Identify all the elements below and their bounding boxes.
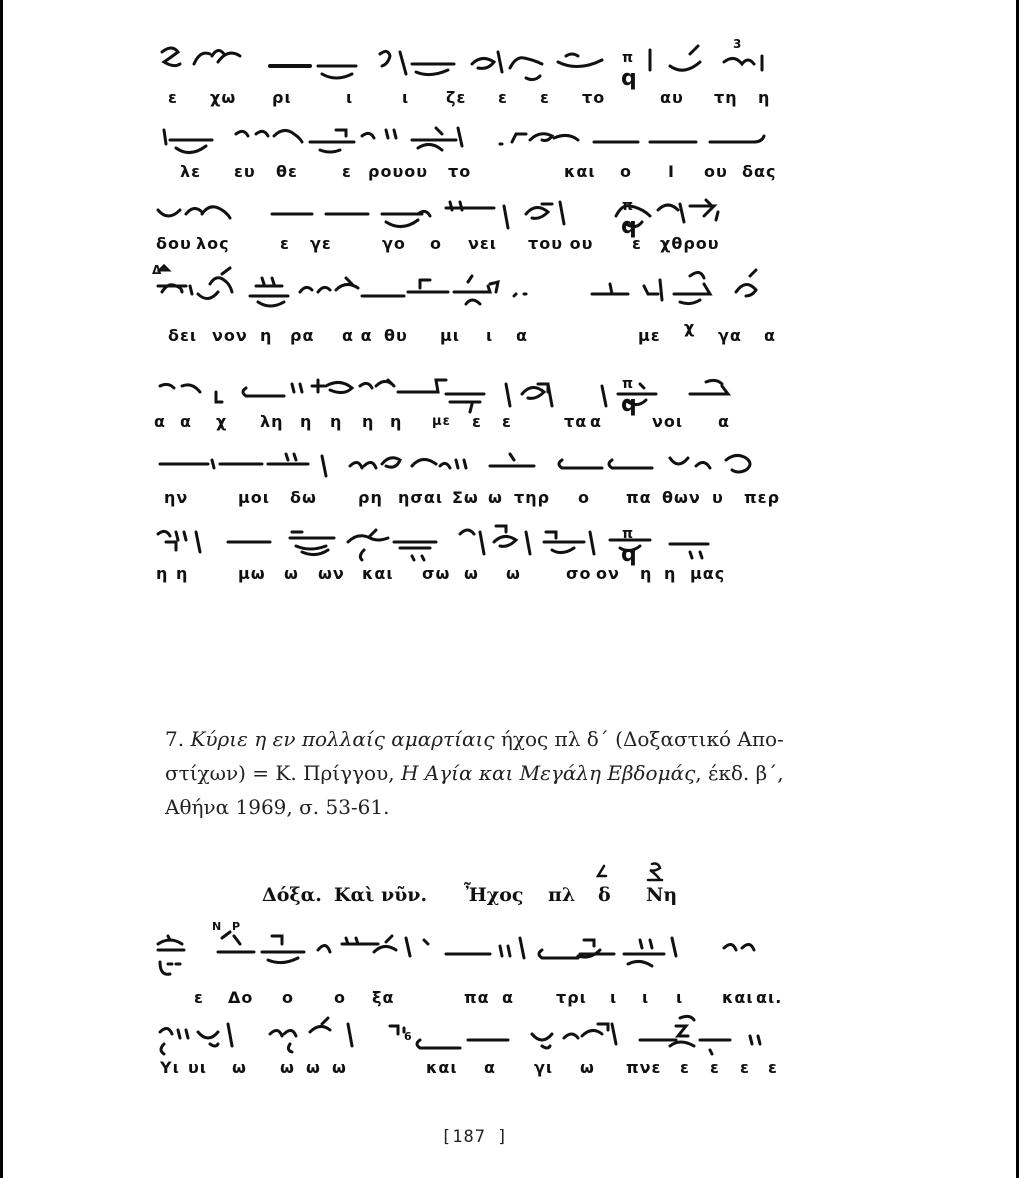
syllable: ε bbox=[710, 1058, 720, 1077]
svg-text:Δ: Δ bbox=[152, 264, 162, 277]
syllable: και bbox=[362, 564, 394, 583]
syllable: και bbox=[426, 1058, 458, 1077]
syllable: τηρ bbox=[514, 488, 551, 507]
syllable: α bbox=[502, 988, 514, 1007]
syllable: ω bbox=[464, 564, 479, 583]
neume-lower-line-2 bbox=[150, 1010, 790, 1062]
syllable: α α bbox=[342, 326, 373, 345]
syllable-row-5 bbox=[150, 412, 790, 434]
syllable: πα bbox=[626, 488, 652, 507]
syllable: μω bbox=[238, 564, 266, 583]
syllable: δου bbox=[156, 234, 192, 253]
syllable: α bbox=[154, 412, 166, 431]
syllable-row-4 bbox=[150, 318, 790, 348]
syllable: ω bbox=[284, 564, 299, 583]
syllable: ρη bbox=[358, 488, 383, 507]
syllable-row-lower-1 bbox=[150, 988, 790, 1010]
svg-text:3: 3 bbox=[733, 38, 742, 51]
syllable-row-7 bbox=[150, 564, 790, 586]
syllable: μοι bbox=[238, 488, 270, 507]
syllable: και bbox=[722, 988, 754, 1007]
page-left-border bbox=[0, 0, 3, 1178]
syllable: α bbox=[590, 412, 602, 431]
syllable: ζε bbox=[446, 88, 467, 107]
syllable: υι bbox=[188, 1058, 208, 1077]
syllable: το bbox=[448, 162, 472, 181]
syllable: γι bbox=[534, 1058, 554, 1077]
syllable: Ι bbox=[668, 162, 675, 181]
syllable: δας bbox=[742, 162, 777, 181]
syllable: πα bbox=[464, 988, 490, 1007]
syllable: ο bbox=[430, 234, 442, 253]
syllable: τα bbox=[564, 412, 588, 431]
svg-text:Ρ: Ρ bbox=[232, 920, 241, 933]
syllable: μι bbox=[440, 326, 461, 345]
syllable: ευ bbox=[234, 162, 256, 181]
syllable: ω bbox=[488, 488, 503, 507]
syllable: ην bbox=[164, 488, 189, 507]
syllable: α bbox=[764, 326, 776, 345]
syllable: η bbox=[640, 564, 653, 583]
figure-caption bbox=[165, 722, 785, 824]
heading-ni: Νη bbox=[646, 884, 678, 906]
syllable: θε bbox=[276, 162, 298, 181]
svg-text:Ν: Ν bbox=[212, 920, 222, 933]
syllable: το bbox=[582, 88, 606, 107]
page-right-border bbox=[1016, 0, 1019, 1178]
syllable: χ bbox=[684, 318, 696, 337]
syllable: πνε bbox=[626, 1058, 662, 1077]
martyria-sign: q bbox=[621, 542, 637, 567]
syllable: ε bbox=[632, 234, 642, 253]
syllable: γο bbox=[382, 234, 406, 253]
syllable: η bbox=[664, 564, 677, 583]
syllable: α bbox=[718, 412, 730, 431]
syllable: ε bbox=[342, 162, 352, 181]
neume-line-5 bbox=[150, 372, 790, 416]
syllable: αι. bbox=[756, 988, 783, 1007]
syllable: ι bbox=[402, 88, 410, 107]
syllable: αυ bbox=[660, 88, 684, 107]
syllable: Σω bbox=[452, 488, 479, 507]
syllable: και bbox=[564, 162, 596, 181]
syllable: χω bbox=[210, 88, 237, 107]
phthora-sign: π bbox=[622, 50, 634, 66]
syllable: ε bbox=[768, 1058, 778, 1077]
syllable: γα bbox=[718, 326, 742, 345]
syllable: η bbox=[260, 326, 273, 345]
syllable: υ bbox=[712, 488, 724, 507]
syllable: σο bbox=[566, 564, 592, 583]
syllable-row-lower-2 bbox=[150, 1058, 790, 1080]
caption-hymn-title: Κύριε η εν πολλαίς αμαρτίαις bbox=[190, 727, 495, 751]
syllable: με bbox=[638, 326, 661, 345]
syllable: με bbox=[432, 414, 451, 429]
caption-text: ήχος πλ δ΄ (Δοξαστικό Απο- bbox=[494, 727, 784, 751]
syllable: η bbox=[300, 412, 313, 431]
syllable: ι bbox=[676, 988, 684, 1007]
syllable: ω bbox=[306, 1058, 321, 1077]
syllable: ο bbox=[578, 488, 590, 507]
syllable: ρι bbox=[272, 88, 292, 107]
syllable: νει bbox=[468, 234, 498, 253]
syllable: ε bbox=[168, 88, 178, 107]
syllable: ησαι bbox=[398, 488, 444, 507]
syllable-row-2 bbox=[150, 162, 790, 184]
martyria-sign: q bbox=[621, 214, 637, 239]
syllable: ω bbox=[232, 1058, 247, 1077]
syllable: δω bbox=[290, 488, 317, 507]
syllable-row-1 bbox=[150, 88, 790, 110]
syllable: Υι bbox=[160, 1058, 180, 1077]
syllable: ω bbox=[506, 564, 521, 583]
syllable: περ bbox=[744, 488, 781, 507]
phthora-sign: π bbox=[622, 526, 634, 542]
syllable: ου bbox=[704, 162, 728, 181]
syllable: ο bbox=[620, 162, 632, 181]
heading-doxa: Δόξα. bbox=[262, 884, 322, 906]
syllable: λη bbox=[260, 412, 284, 431]
syllable: λος bbox=[196, 234, 230, 253]
syllable: ε bbox=[280, 234, 290, 253]
syllable: μας bbox=[690, 564, 726, 583]
syllable: σω bbox=[422, 564, 451, 583]
syllable: η bbox=[758, 88, 771, 107]
syllable: ι bbox=[346, 88, 354, 107]
syllable: δει bbox=[168, 326, 198, 345]
syllable: ε bbox=[680, 1058, 690, 1077]
syllable: ε bbox=[472, 412, 482, 431]
syllable: χ bbox=[216, 412, 228, 431]
syllable: ε bbox=[502, 412, 512, 431]
phthora-sign: π bbox=[622, 198, 634, 214]
syllable: τη bbox=[714, 88, 738, 107]
syllable: νον bbox=[212, 326, 248, 345]
syllable-row-3 bbox=[150, 234, 790, 256]
page-number: [187 ] bbox=[441, 1127, 509, 1147]
syllable: ι bbox=[486, 326, 494, 345]
syllable: η bbox=[176, 564, 189, 583]
syllable: ω bbox=[280, 1058, 295, 1077]
syllable: ο bbox=[282, 988, 294, 1007]
heading-mode-sign: δ bbox=[598, 884, 611, 906]
syllable: ι bbox=[642, 988, 650, 1007]
syllable: η bbox=[156, 564, 169, 583]
neume-lower-line-1 bbox=[150, 920, 790, 980]
syllable: λε bbox=[180, 162, 202, 181]
syllable: Δο bbox=[228, 988, 254, 1007]
caption-text: στίχων) = Κ. Πρίγγου, bbox=[165, 761, 401, 785]
syllable: ε bbox=[498, 88, 508, 107]
syllable: ω bbox=[580, 1058, 595, 1077]
syllable: ο bbox=[334, 988, 346, 1007]
syllable: α bbox=[484, 1058, 496, 1077]
syllable: νοι bbox=[652, 412, 684, 431]
martyria-sign: q bbox=[621, 66, 637, 91]
syllable: του ου bbox=[528, 234, 594, 253]
syllable: α bbox=[516, 326, 528, 345]
neume-line-6 bbox=[150, 440, 790, 484]
syllable: ξα bbox=[372, 988, 395, 1007]
syllable: ων bbox=[318, 564, 345, 583]
neume-line-7 bbox=[150, 518, 790, 566]
syllable: ε bbox=[740, 1058, 750, 1077]
syllable: ρα bbox=[290, 326, 315, 345]
syllable: τρι bbox=[556, 988, 587, 1007]
syllable: η bbox=[390, 412, 403, 431]
heading-echos: Ἦχος bbox=[464, 884, 524, 906]
syllable: α bbox=[180, 412, 192, 431]
caption-number: 7. bbox=[165, 727, 185, 751]
neume-line-4 bbox=[150, 264, 790, 322]
syllable: η bbox=[362, 412, 375, 431]
neume-line-2 bbox=[150, 118, 790, 162]
caption-book-title: Η Αγία και Μεγάλη Εβδομάς bbox=[400, 761, 696, 785]
syllable: ε bbox=[194, 988, 204, 1007]
martyria-sign: q bbox=[621, 392, 637, 417]
syllable-row-6 bbox=[150, 488, 790, 510]
neume-line-1 bbox=[150, 38, 790, 86]
syllable: ι bbox=[610, 988, 618, 1007]
syllable: γε bbox=[310, 234, 332, 253]
syllable: ε bbox=[540, 88, 550, 107]
neume-line-3 bbox=[150, 192, 790, 236]
syllable: θων bbox=[662, 488, 701, 507]
heading-kai-nyn: Καὶ νῦν. bbox=[334, 884, 428, 906]
heading-mode-signs bbox=[590, 860, 680, 890]
syllable: χθρου bbox=[660, 234, 720, 253]
syllable: ρουου bbox=[368, 162, 429, 181]
phthora-sign: π bbox=[622, 376, 634, 392]
syllable: ον bbox=[596, 564, 620, 583]
caption-text: , έκδ. β΄, bbox=[695, 761, 784, 785]
syllable: θυ bbox=[384, 326, 408, 345]
caption-text: Αθήνα 1969, σ. 53-61. bbox=[165, 795, 390, 819]
heading-plagal: πλ bbox=[548, 884, 576, 906]
svg-text:6: 6 bbox=[404, 1030, 412, 1043]
syllable: η bbox=[330, 412, 343, 431]
syllable: ω bbox=[332, 1058, 347, 1077]
